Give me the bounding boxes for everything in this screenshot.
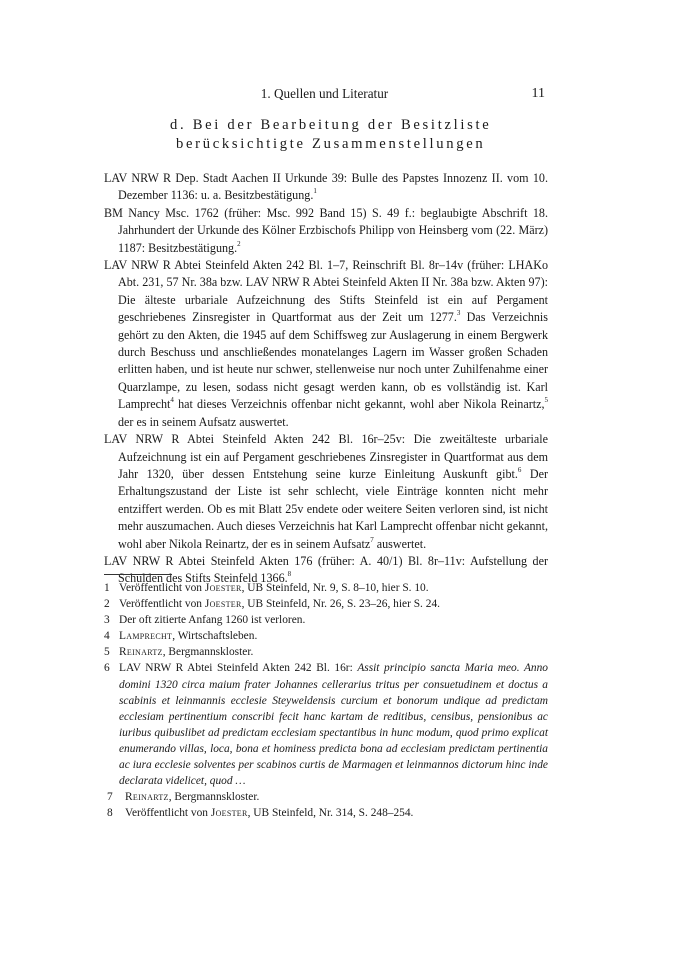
footnote-text: , Wirtschaftsleben. xyxy=(172,630,258,643)
entry-text: auswertet. xyxy=(373,536,427,551)
footnote-text: , UB Steinfeld, Nr. 314, S. 248–254. xyxy=(247,807,414,820)
footnote-number: 4 xyxy=(104,630,110,643)
footnote-number: 8 xyxy=(107,807,113,820)
running-title: 1. Quellen und Literatur xyxy=(260,86,389,101)
footnote-text: , Bergmannskloster. xyxy=(162,646,254,659)
footnote-text: LAV NRW R Abtei Steinfeld Akten 242 Bl. 16r: xyxy=(119,662,358,675)
entry-text: hat dieses Verzeichnis offenbar nicht gekannt, wohl aber Nikola Reinartz, xyxy=(173,397,545,412)
entry-text: BM Nancy Msc. 1762 (früher: Msc. 992 Band 15) S. 49 f.: beglaubigte Abschrift 18. Jahrhundert der Urkunde des Kölner Erzbischofs Philipp von Heinsberg vom (22. März) 1187: Besitzbestätigung. xyxy=(104,205,548,255)
section-heading xyxy=(170,116,510,154)
footnote-text: Veröffentlicht von xyxy=(119,598,205,611)
entry-text: LAV NRW R Abtei Steinfeld Akten 242 Bl. 1–7, Reinschrift Bl. 8r–14v (früher: LHAKo Abt. 231, 57 Nr. 38a bzw. LAV NRW R Abtei Steinfeld Akten II Nr. 38a bzw. Akten 97): Die älteste urbariale Aufzeichnung des Stifts Steinfeld ist ein auf Pergament geschriebenes Zinsregister in Quartformat aus der Zeit um 1277. xyxy=(104,258,548,325)
entry-text: LAV NRW R Abtei Steinfeld Akten 242 Bl. 16r–25v: Die zweitälteste urbariale Aufzeichnung ist ein auf Pergament geschriebenes Zinsregister in Quartformat aus dem Jahr 1320, über dessen Entstehung seine kurze Einleitung Auskunft gibt. xyxy=(104,432,548,481)
footnote-number: 3 xyxy=(104,614,110,627)
author-name: Reinartz xyxy=(125,791,169,804)
source-entry-4 xyxy=(104,431,548,553)
footnote-ref: 2 xyxy=(237,239,241,248)
footnote-text: , UB Steinfeld, Nr. 26, S. 23–26, hier S. 24. xyxy=(241,598,440,611)
latin-quotation: Assit principio sancta Maria meo. Anno domini 1320 circa maium frater Johannes cellerarius tritus per consuetudinem et doctus a scabinis et leinmannis ecclesie Steyweldensis curcium et bonorum undique ad predictam ecclesiam pertinentium conscribi fecit hanc kartam de reditibus, censibus, pensionibus ac iuribus quibuslibet ad predictam ecclesiam spectantibus in hunc modum, quod primo explicat enumerando villas, loca, bona et hominess predicta bona ad ecclesiam predictam pertinentia ac iura ecclesie solventes per scabinos curtis de Marmagen et leinmannos dictorum hinc inde declarata videlicet, quod … xyxy=(119,662,548,788)
author-name: Joester xyxy=(204,598,242,611)
footnote-separator xyxy=(104,574,172,575)
author-name: Reinartz xyxy=(119,646,163,659)
footnote-ref: 5 xyxy=(544,396,548,405)
footnote-text: , UB Steinfeld, Nr. 9, S. 8–10, hier S. 10. xyxy=(241,582,429,594)
footnote-number: 5 xyxy=(104,646,110,659)
footnote-number: 7 xyxy=(107,791,113,804)
author-name: Joester xyxy=(210,807,248,820)
footnotes xyxy=(104,580,548,821)
running-header xyxy=(104,86,545,106)
footnote-ref: 6 xyxy=(517,465,522,474)
footnote-ref: 1 xyxy=(313,187,317,196)
footnote-text: , Bergmannskloster. xyxy=(168,791,260,804)
footnote-ref: 3 xyxy=(456,309,461,318)
footnote-text: Der oft zitierte Anfang 1260 ist verloren. xyxy=(119,614,306,627)
footnote-number: 1 xyxy=(104,582,110,594)
source-entry-1 xyxy=(104,170,548,205)
footnote-number: 6 xyxy=(104,662,110,675)
footnote-number: 2 xyxy=(104,598,110,611)
entry-text: LAV NRW R Abtei Steinfeld Akten 176 (früher: A. 40/1) Bl. 8r–11v: Aufstellung der Schulden des Stifts Steinfeld 1366. xyxy=(104,553,548,586)
entry-text: LAV NRW R Dep. Stadt Aachen II Urkunde 39: Bulle des Papstes Innozenz II. vom 10. Dezember 1136: u. a. Besitzbestätigung. xyxy=(104,171,548,203)
entry-text: der es in seinem Aufsatz auswertet. xyxy=(118,414,289,429)
footnote-ref: 7 xyxy=(370,535,374,544)
page-number: 11 xyxy=(531,86,545,101)
source-entry-2 xyxy=(104,205,548,257)
footnote-4 xyxy=(104,628,548,644)
entry-text: Das Verzeichnis gehört zu den Akten, die 1945 auf dem Schiffsweg zur Auslagerung in einem Bergwerk durch Beschuss und anschließendes monatelanges Lagern im Wasser großen Schaden erlitten haben, und ist heute nur schwer, stellenweise nur noch unter Zuhilfenahme einer Quarzlampe, zu lesen, sodass nicht gesagt werden kann, ob es vollständig ist. Karl Lamprecht xyxy=(118,310,548,412)
footnote-3 xyxy=(104,612,548,628)
footnote-ref: 4 xyxy=(170,396,174,405)
footnote-text: Veröffentlicht von xyxy=(119,582,205,594)
footnote-6 xyxy=(104,660,548,789)
author-name: Joester xyxy=(204,582,242,594)
footnote-text: Veröffentlicht von xyxy=(125,807,211,820)
section-heading-line-2: berücksichtigte Zusammenstellungen xyxy=(176,136,486,152)
entry-text: Der Erhaltungszustand der Liste ist sehr schlecht, viele Einträge konnten nicht mehr entziffert werden. Ob es mit Blatt 25v endete oder weitere Seiten verloren sind, ist nicht mehr auszumachen. Auch dieses Verzeichnis hat Karl Lamprecht offenbar nicht gekannt, wohl aber Nikola Reinartz, der es in seinem Aufsatz xyxy=(118,466,548,551)
section-heading-line-1: d. Bei der Bearbeitung der Besitzliste xyxy=(170,117,492,133)
footnote-ref: 8 xyxy=(287,570,292,579)
footnote-5 xyxy=(104,644,548,660)
source-list xyxy=(104,170,548,588)
footnote-2 xyxy=(104,596,548,612)
author-name: Lamprecht xyxy=(119,630,173,643)
footnote-8 xyxy=(104,805,548,821)
footnote-1 xyxy=(104,580,548,596)
footnote-7 xyxy=(104,789,548,805)
source-entry-3 xyxy=(104,257,548,431)
